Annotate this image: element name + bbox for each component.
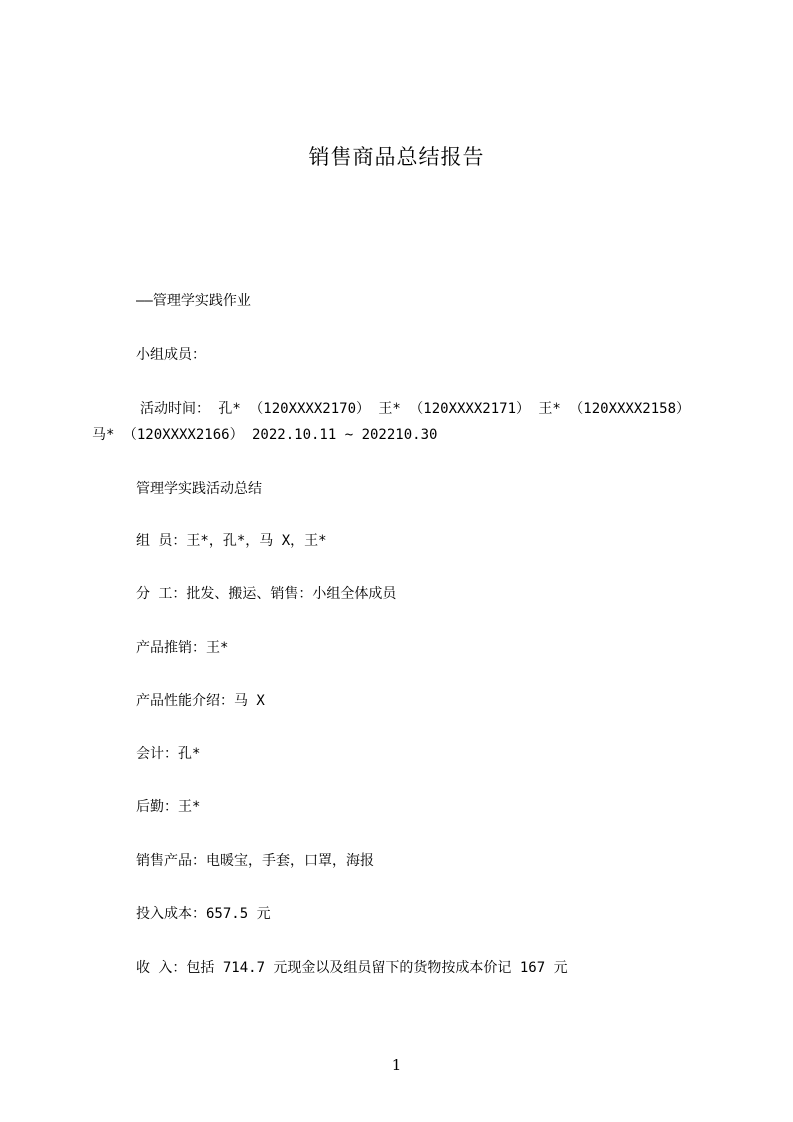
group-members-label: 小组成员： (136, 347, 206, 363)
page-number: 1 (391, 1056, 402, 1074)
document-title: 销售商品总结报告 (308, 145, 485, 169)
income-line: 收 入：包括 714.7 元现金以及组员留下的货物按成本价记 167 元 (136, 960, 568, 976)
summary-heading: 管理学实践活动总结 (136, 481, 262, 497)
products-line: 销售产品：电暖宝，手套，口罩，海报 (136, 853, 374, 869)
members-line: 组 员：王*，孔*，马 X，王* (136, 533, 327, 549)
division-line: 分 工：批发、搬运、销售：小组全体成员 (136, 586, 397, 602)
subtitle: ——管理学实践作业 (136, 293, 251, 309)
activity-time-line-2: 马* （120XXXX2166） 2022.10.11 ~ 202210.30 (92, 427, 438, 443)
activity-time-line-1: 活动时间： 孔* （120XXXX2170） 王* （120XXXX2171） 王* （120XXXX2158） (140, 401, 691, 417)
cost-line: 投入成本：657.5 元 (136, 906, 271, 922)
accounting-line: 会计：孔* (136, 746, 201, 762)
product-intro-line: 产品性能介绍：马 X (136, 693, 265, 709)
promotion-line: 产品推销：王* (136, 640, 229, 656)
logistics-line: 后勤：王* (136, 799, 201, 815)
